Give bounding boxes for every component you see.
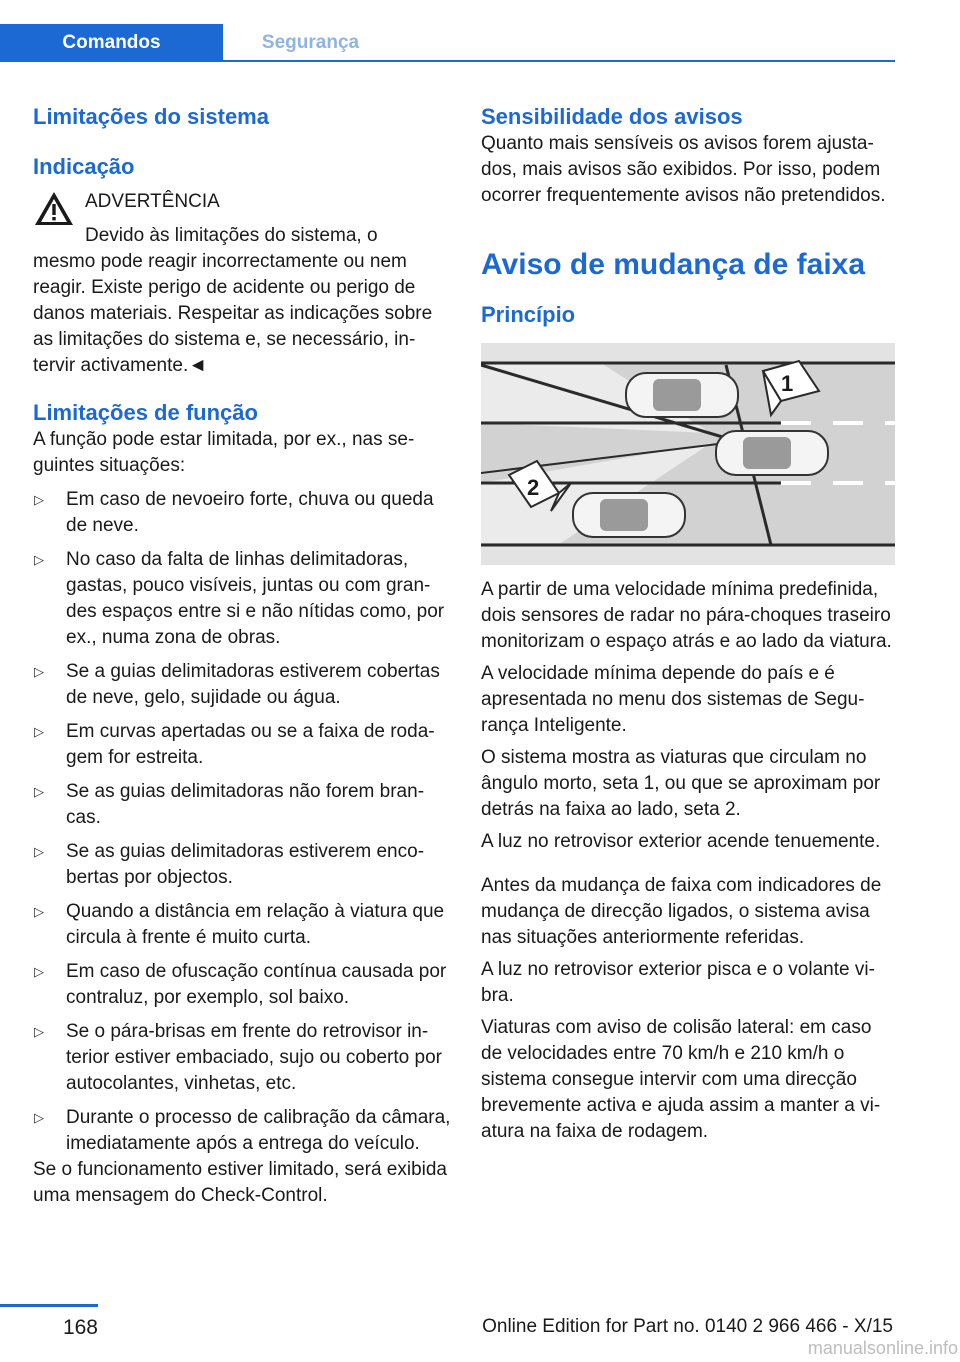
watermark: manualsonline.info bbox=[807, 1338, 958, 1358]
page-number-rule bbox=[0, 1304, 98, 1307]
right-column bbox=[481, 98, 897, 1145]
triangle-bullet-icon: ▷ bbox=[34, 724, 44, 739]
paragraph: A partir de uma velocidade mínima predefinida, dois sensores de radar no pára-choques traseiro monitorizam o espaço atrás e ao lado da viatura. bbox=[481, 579, 892, 652]
tab-seguranca[interactable]: Segurança bbox=[261, 32, 360, 53]
warning-box bbox=[33, 189, 451, 379]
warning-triangle-icon bbox=[33, 189, 75, 227]
list-item: ▷ Se as guias delimitadoras estiverem encobertas por objectos. bbox=[34, 841, 425, 888]
closing-text: Se o funcionamento estiver limitado, será exibida uma mensagem do Check-Control. bbox=[33, 1159, 448, 1206]
header-rule bbox=[223, 60, 895, 62]
paragraph: A velocidade mínima depende do país e é apresentada no menu dos sistemas de Segurança Inteligente. bbox=[481, 663, 865, 736]
car-icon bbox=[716, 431, 828, 475]
triangle-bullet-icon: ▷ bbox=[34, 552, 44, 567]
car-icon bbox=[626, 373, 738, 417]
warning-title: ADVERTÊNCIA bbox=[85, 191, 220, 212]
list-item: ▷ Em caso de nevoeiro forte, chuva ou queda de neve. bbox=[34, 489, 434, 536]
heading-limitacoes-funcao: Limitações de função bbox=[33, 400, 258, 425]
svg-text:1: 1 bbox=[781, 371, 794, 396]
car-icon bbox=[573, 493, 685, 537]
paragraph: O sistema mostra as viaturas que circulam no ângulo morto, seta 1, ou que se aproximam por detrás na faixa ao lado, seta 2. bbox=[481, 747, 881, 820]
paragraph: A luz no retrovisor exterior pisca e o volante vibra. bbox=[481, 959, 875, 1006]
list-item: ▷ Se a guias delimitadoras estiverem cobertas de neve, gelo, sujidade ou água. bbox=[34, 661, 440, 708]
heading-indicacao: Indicação bbox=[33, 154, 135, 179]
tab-comandos[interactable]: Comandos bbox=[0, 24, 223, 62]
triangle-bullet-icon: ▷ bbox=[34, 664, 44, 679]
triangle-bullet-icon: ▷ bbox=[34, 1024, 44, 1039]
lane-change-figure bbox=[481, 343, 895, 565]
warning-line1: Devido às limitações do sistema, o bbox=[85, 225, 378, 246]
heading-sensibilidade: Sensibilidade dos avisos bbox=[481, 104, 743, 129]
header-tabs bbox=[0, 0, 895, 62]
page-number: 168 bbox=[62, 1316, 98, 1339]
triangle-bullet-icon: ▷ bbox=[34, 784, 44, 799]
list-item: ▷ Em curvas apertadas ou se a faixa de rodagem for estreita. bbox=[34, 721, 435, 768]
sensibilidade-text: Quanto mais sensíveis os avisos forem ajustados, mais avisos são exibidos. Por isso, podem ocorrer frequentemente avisos não pretendidos. bbox=[481, 133, 886, 206]
triangle-bullet-icon: ▷ bbox=[34, 904, 44, 919]
principle-text bbox=[481, 577, 897, 1145]
list-item: ▷ No caso da falta de linhas delimitadoras, gastas, pouco visíveis, juntas ou com grandes espaços entre si e não nítidas como, por ex., numa zona de obras. bbox=[34, 549, 445, 648]
lane-change-diagram bbox=[481, 343, 895, 565]
edition-text: Online Edition for Part no. 0140 2 966 466 - X/15 bbox=[482, 1316, 893, 1337]
warning-text: mesmo pode reagir incorrectamente ou nem reagir. Existe perigo de acidente ou perigo de danos materiais. Respeitar as indicações sobre as limitações do sistema e, se necessário, intervir activamente.◄ bbox=[33, 251, 433, 376]
triangle-bullet-icon: ▷ bbox=[34, 844, 44, 859]
list-item: ▷ Quando a distância em relação à viatura que circula à frente é muito curta. bbox=[34, 901, 445, 948]
triangle-bullet-icon: ▷ bbox=[34, 964, 44, 979]
heading-aviso-mudanca-faixa: Aviso de mudança de faixa bbox=[481, 248, 866, 281]
heading-principio: Princípio bbox=[481, 302, 576, 327]
list-item: ▷ Em caso de ofuscação contínua causada por contraluz, por exemplo, sol baixo. bbox=[34, 961, 447, 1008]
limitations-list bbox=[33, 487, 451, 1157]
paragraph: A luz no retrovisor exterior acende tenuemente. bbox=[481, 831, 881, 852]
triangle-bullet-icon: ▷ bbox=[34, 492, 44, 507]
list-item: ▷ Se o pára-brisas em frente do retrovisor interior estiver embaciado, sujo ou coberto por autocolantes, vinhetas, etc. bbox=[34, 1021, 442, 1094]
left-column bbox=[33, 98, 451, 1209]
paragraph: Antes da mudança de faixa com indicadores de mudança de direcção ligados, o sistema avisa nas situações anteriormente referidas. bbox=[481, 875, 882, 948]
svg-text:2: 2 bbox=[527, 475, 540, 500]
triangle-bullet-icon: ▷ bbox=[34, 1110, 44, 1125]
heading-limitacoes-sistema: Limitações do sistema bbox=[33, 104, 269, 129]
paragraph: Viaturas com aviso de colisão lateral: em caso de velocidades entre 70 km/h e 210 km/h o sistema consegue intervir com uma direcção brevemente activa e ajuda assim a manter a viatura na faixa de rodagem. bbox=[481, 1017, 881, 1142]
list-item: ▷ Se as guias delimitadoras não forem brancas. bbox=[34, 781, 425, 828]
list-item: ▷ Durante o processo de calibração da câmara, imediatamente após a entrega do veículo. bbox=[34, 1107, 451, 1154]
intro-text: A função pode estar limitada, por ex., nas seguintes situações: bbox=[33, 429, 415, 476]
